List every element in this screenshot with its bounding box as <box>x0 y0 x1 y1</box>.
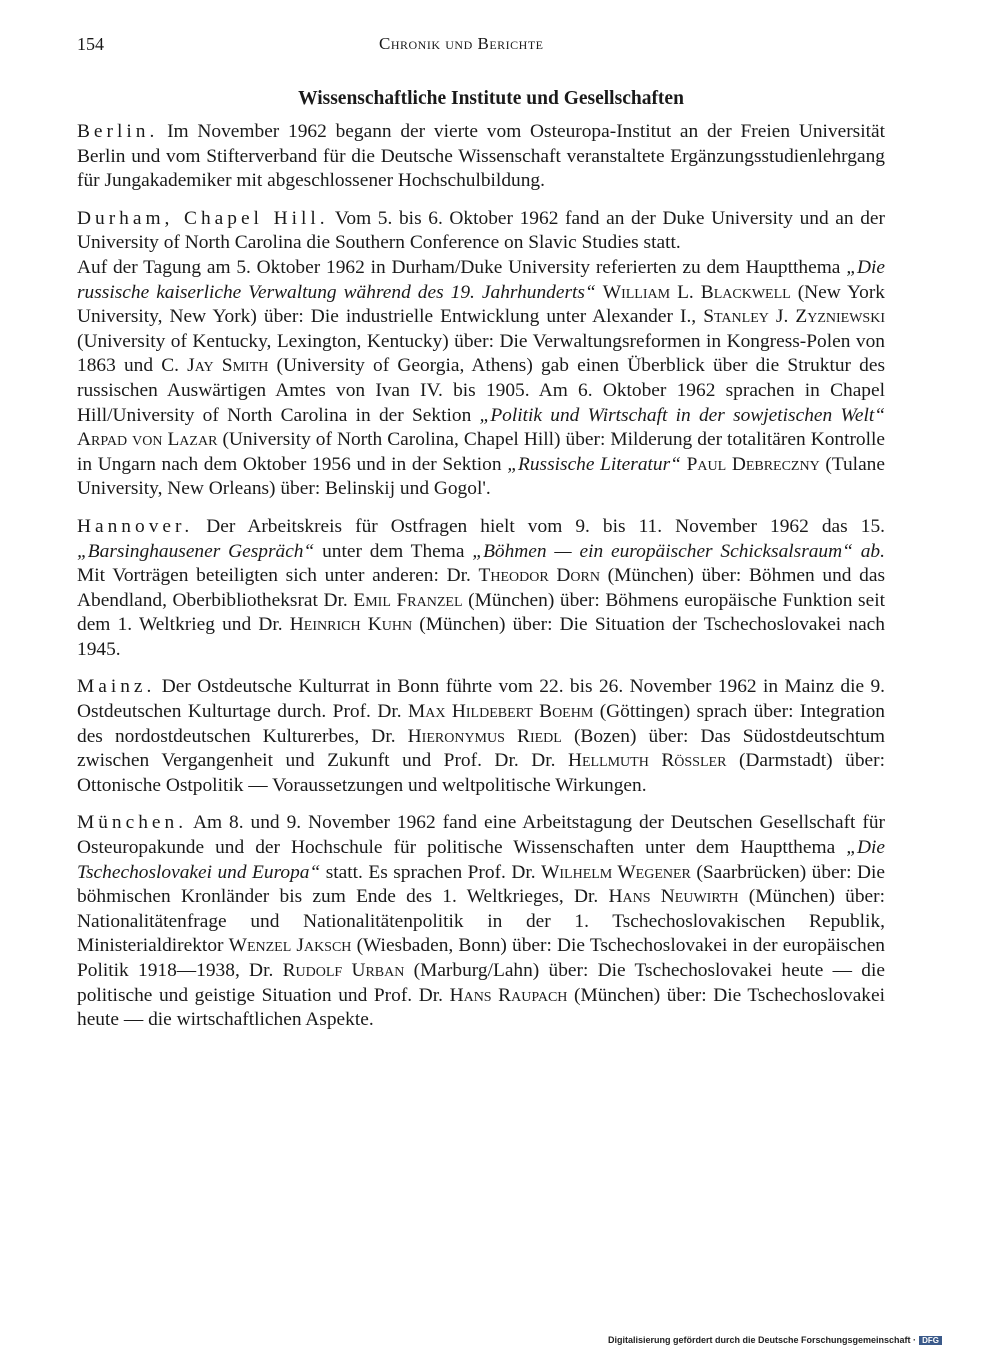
paragraph-text: Mit Vorträgen beteiligten sich unter anderen: Dr. <box>77 565 479 587</box>
place-name: Hannover. <box>77 515 194 537</box>
paragraph-text: (München) über: Böhmen und das Abendland, Oberbibliotheksrat Dr. <box>77 565 886 611</box>
paragraph-text: (Bozen) über: Das Südostdeutschtum zwischen Vergangenheit und Zukunft und Prof. Dr. Dr. <box>77 725 885 772</box>
person-name: Stanley J. Zyzniewski <box>703 306 885 328</box>
place-name: Berlin. <box>77 121 159 142</box>
section-title: Wissenschaftliche Institute und Gesellschaften <box>298 88 684 109</box>
paragraph-text: Der Arbeitskreis für Ostfragen hielt vom 9. bis 11. November 1962 das 15. <box>193 515 885 537</box>
person-name: Hans Raupach <box>449 984 568 1006</box>
paragraph-text: (Göttingen) sprach über: Integration des nordostdeutschen Kulturerbes, Dr. <box>77 701 885 747</box>
paragraph-text: (University of Kentucky, Lexington, Kentucky) über: Die Verwaltungsreformen in Kongress-Polen von 1863 und C. <box>77 330 885 377</box>
paragraph-text: (München) über: Böhmens europäische Funktion seit dem 1. Weltkrieg und Dr. <box>77 589 885 636</box>
paragraph-durham <box>77 207 885 256</box>
footer-text: Digitalisierung gefördert durch die Deutsche Forschungsgemeinschaft · <box>608 1335 917 1345</box>
digitization-footer <box>608 1335 942 1345</box>
paragraph-text: (Saarbrücken) über: Die böhmischen Kronländer bis zum Ende des 1. Weltkrieges, Dr. <box>77 861 885 908</box>
person-name: Jay Smith <box>187 355 269 377</box>
running-title: Chronik und Berichte <box>379 34 544 53</box>
paragraph-text: Im November 1962 begann der vierte vom Osteuropa-Institut an der Freien Universität Berlin und vom Stifterverband für die Deutsche Wissenschaft veranstaltete Ergänzungsstudienlehrgang für Jungakademiker mit abgeschlossener Hochschulbildung. <box>77 121 885 192</box>
paragraph-text: statt. Es sprachen Prof. Dr. <box>320 861 542 883</box>
paragraph-text: (Darmstadt) über: Ottonische Ostpolitik — Voraussetzungen und weltpolitische Wirkungen. <box>77 750 885 796</box>
paragraph-text: (Tulane University, New Orleans) über: Belinskij und Gogol'. <box>77 453 885 500</box>
document-page <box>77 30 885 1033</box>
paragraph-text <box>596 282 603 303</box>
paragraph-text: (München) über: Nationalitätenfrage und Nationalitätenpolitik in der 1. Tschechoslovakischen Republik, Ministerialdirektor <box>77 886 886 957</box>
running-header <box>77 30 885 56</box>
person-name: Hieronymus Riedl <box>407 725 562 747</box>
place-name: Durham, Chapel Hill. <box>77 207 329 229</box>
paragraph-text: Am 8. und 9. November 1962 fand eine Arbeitstagung der Deutschen Gesellschaft für Osteuropakunde und der Hochschule für politische Wissenschaften unter dem Hauptthema <box>77 812 885 859</box>
person-name: Hellmuth Rössler <box>567 750 727 772</box>
page-number: 154 <box>77 34 104 54</box>
topic-title: „Politik und Wirtschaft in der sowjetischen Welt“ <box>479 404 885 426</box>
paragraph-hannover <box>77 515 885 663</box>
paragraph-text: Der Ostdeutsche Kulturrat in Bonn führte vom 22. bis 26. November 1962 in Mainz die 9. Ostdeutschen Kulturtage durch. Prof. Dr. <box>77 676 885 723</box>
person-name: Emil Franzel <box>353 589 463 611</box>
paragraph-berlin <box>77 120 885 194</box>
paragraph-muenchen <box>77 811 885 1032</box>
topic-title: „Die russische kaiserliche Verwaltung während des 19. Jahrhunderts“ <box>77 256 885 303</box>
topic-title: „Barsinghausener Gespräch“ <box>77 540 315 562</box>
paragraph-text: (New York University, New York) über: Die industrielle Entwicklung unter Alexander I., <box>77 281 885 328</box>
person-name: Wilhelm Wegener <box>541 861 691 883</box>
paragraph-text: Auf der Tagung am 5. Oktober 1962 in Durham/Duke University referierten zu dem Hauptthema <box>77 256 847 278</box>
person-name: Paul Debreczny <box>686 453 820 475</box>
topic-title: „Die Tschechoslovakei und Europa“ <box>77 837 885 883</box>
paragraph-text: (Marburg/Lahn) über: Die Tschechoslovakei heute — die politische und geistige Situation und Prof. Dr. <box>77 960 885 1006</box>
dfg-logo: DFG <box>919 1336 942 1345</box>
paragraph-text: Vom 5. bis 6. Oktober 1962 fand an der Duke University und an der University of North Carolina die Southern Conference on Slavic Studies statt. <box>77 207 885 254</box>
person-name: Max Hildebert Boehm <box>408 701 594 723</box>
paragraph-text: unter dem Thema <box>314 540 473 562</box>
person-name: Arpad von Lazar <box>77 429 218 451</box>
topic-title: „Böhmen — ein europäischer Schicksalsraum“ ab. <box>472 540 885 562</box>
person-name: Hans Neuwirth <box>608 886 739 908</box>
paragraph-text: (München) über: Die Tschechoslovakei heute — die wirtschaftlichen Aspekte. <box>77 984 885 1031</box>
paragraph-mainz <box>77 675 885 798</box>
place-name: München. <box>77 812 188 834</box>
paragraph-durham-conference <box>77 256 885 502</box>
topic-title: „Russische Literatur“ <box>507 453 681 475</box>
paragraph-text: (München) über: Die Situation der Tschechoslovakei nach 1945. <box>77 614 885 660</box>
paragraph-text: (University of North Carolina, Chapel Hill) über: Milderung der totalitären Kontrolle in Ungarn nach dem Oktober 1956 und in der Sektion <box>77 429 886 475</box>
place-name: Mainz. <box>77 676 156 698</box>
person-name: Heinrich Kuhn <box>289 614 413 636</box>
person-name: Wenzel Jaksch <box>228 935 352 957</box>
person-name: William L. Blackwell <box>602 281 791 303</box>
paragraph-text: (University of Georgia, Athens) gab einen Überblick über die Struktur des russischen Auswärtigen Amtes von Ivan IV. bis 1905. Am 6. Oktober 1962 sprachen in Chapel Hill/University of North Carolina in der Sektion <box>77 355 886 426</box>
paragraph-text: (Wiesbaden, Bonn) über: Die Tschechoslovakei in der europäischen Politik 1918—1938, Dr. <box>77 935 885 981</box>
person-name: Rudolf Urban <box>282 960 405 981</box>
person-name: Theodor Dorn <box>478 565 600 587</box>
